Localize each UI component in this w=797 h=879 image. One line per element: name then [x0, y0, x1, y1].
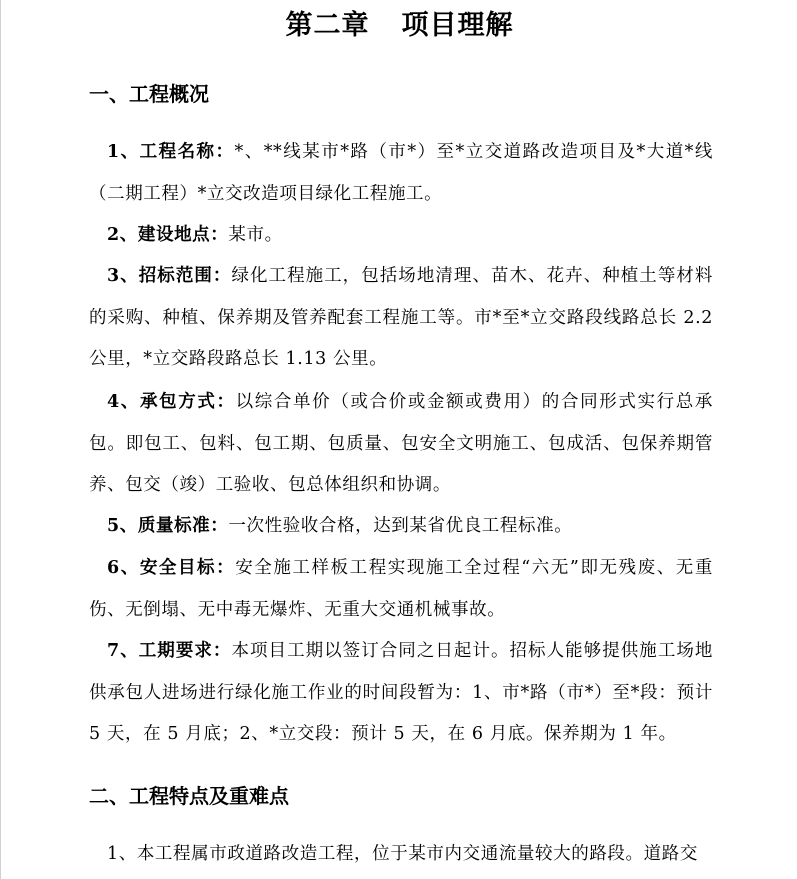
item-text: *、**线某市*路（市*）至*立交道路改造项目及*大道*线（二期工程）*立交改造项目绿化工程施工。	[89, 142, 713, 204]
item-label: 3、招标范围：	[107, 266, 232, 286]
item-label: 1、工程名称：	[107, 142, 235, 162]
item-label: 5、质量标准：	[107, 516, 229, 536]
item-text: 本项目工期以签订合同之日起计。招标人能够提供施工场地供承包人进场进行绿化施工作业的时间段暂为：1、市*路（市*）至*段：预计 5 天，在 5 月底；2、*立交段：预计 5 天，在 6 月底。保养期为 1 年。	[89, 641, 713, 744]
item-text: 安全施工样板工程实现施工全过程“六无”即无残废、无重伤、无倒塌、无中毒无爆炸、无重大交通机械事故。	[89, 558, 713, 620]
overview-item-contract-mode	[89, 382, 713, 507]
item-label: 6、安全目标：	[107, 558, 236, 578]
overview-item-schedule	[89, 631, 713, 756]
item-text: 1、本工程属市政道路改造工程，位于某市内交通流量较大的路段。道路交	[107, 844, 698, 864]
overview-item-safety	[89, 548, 713, 631]
overview-item-quality	[89, 506, 713, 548]
features-item-1	[89, 834, 713, 876]
overview-item-location	[89, 215, 713, 257]
section-heading-features: 二、工程特点及重难点	[89, 784, 289, 808]
item-label: 7、工期要求：	[107, 641, 232, 661]
item-label: 4、承包方式：	[107, 392, 236, 412]
overview-item-scope	[89, 256, 713, 381]
item-text: 一次性验收合格，达到某省优良工程标准。	[228, 516, 573, 536]
chapter-number: 第二章	[285, 10, 370, 41]
overview-item-project-name	[89, 132, 713, 215]
chapter-name: 项目理解	[401, 10, 514, 41]
item-label: 2、建设地点：	[107, 225, 229, 245]
item-text: 以综合单价（或合价或金额或费用）的合同形式实行总承包。即包工、包料、包工期、包质量、包安全文明施工、包成活、包保养期管养、包交（竣）工验收、包总体组织和协调。	[89, 392, 713, 495]
section-heading-overview: 一、工程概况	[89, 82, 209, 106]
item-text: 绿化工程施工，包括场地清理、苗木、花卉、种植土等材料的采购、种植、保养期及管养配套工程施工等。市*至*立交路段线路总长 2.2 公里，*立交路段路总长 1.13 公里。	[89, 266, 713, 369]
chapter-title	[1, 6, 797, 46]
item-text: 某市。	[228, 225, 283, 245]
